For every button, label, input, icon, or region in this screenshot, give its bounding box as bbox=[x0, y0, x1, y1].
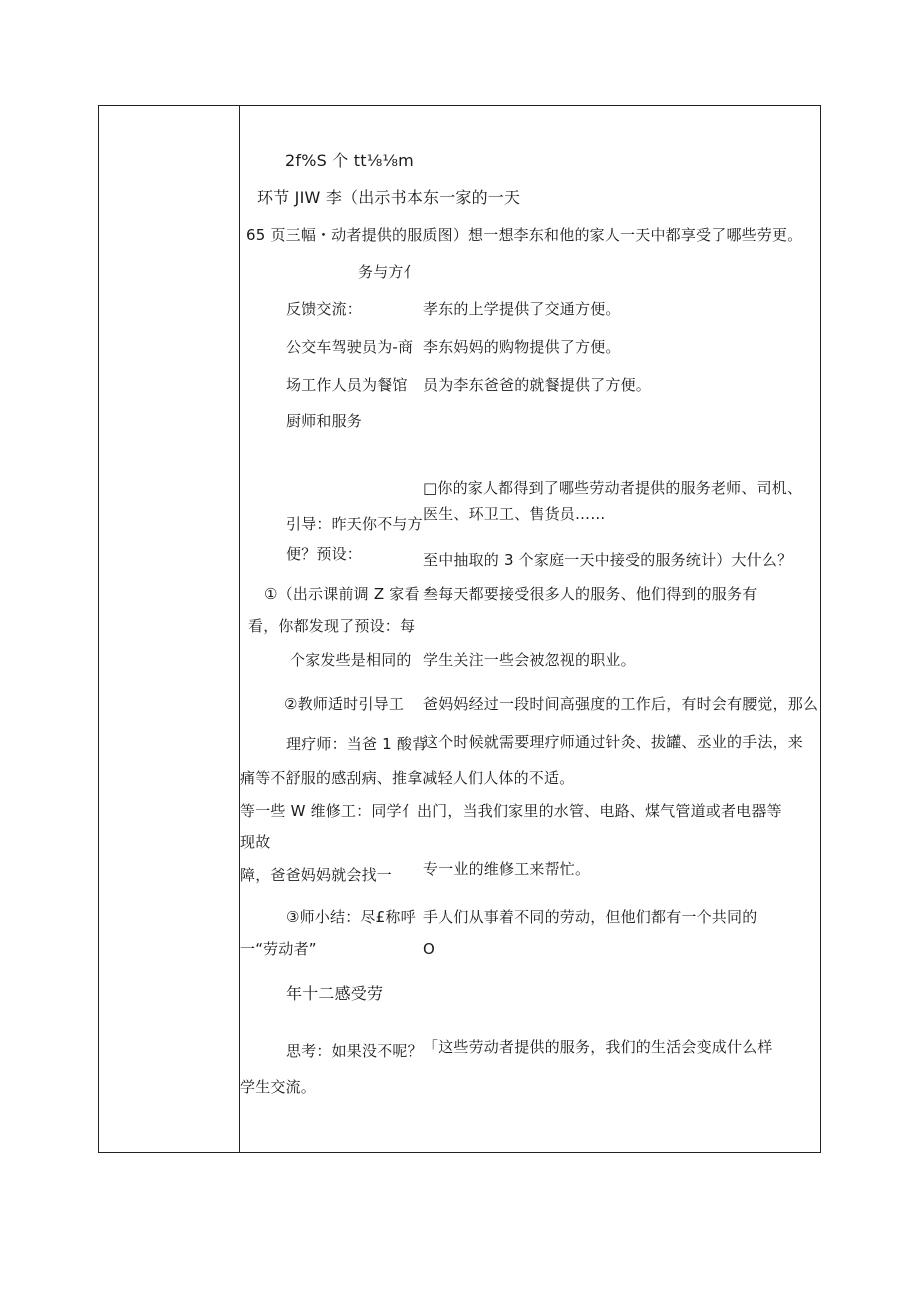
text-line: 理疗师：当爸 1 酸背 bbox=[286, 735, 428, 753]
column-divider bbox=[239, 105, 240, 1153]
text-line: O bbox=[423, 940, 436, 958]
text-line: 专一业的维修工来帮忙。 bbox=[423, 860, 591, 878]
text-line: 看，你都发现了预设：每 bbox=[248, 617, 416, 635]
text-line: 学生关注一些会被忽视的职业。 bbox=[423, 651, 636, 669]
text-line: 学生交流。 bbox=[240, 1078, 317, 1096]
text-line: 现故 bbox=[240, 833, 271, 851]
text-line: 李东妈妈的购物提供了方便。 bbox=[423, 338, 621, 356]
text-line: 个家发些是相同的 bbox=[290, 651, 412, 669]
text-line: 孝东的上学提供了交通方便。 bbox=[423, 300, 621, 318]
text-line: 反馈交流： bbox=[286, 300, 363, 318]
text-line: 等一些 W 维修工：同学亻出门，当我们家里的水管、电路、煤气管道或者电器等 bbox=[240, 802, 782, 820]
text-line: ③师小结：尽£称呼 bbox=[286, 908, 416, 926]
table-border bbox=[98, 105, 821, 1153]
text-line: 公交车驾驶员为-商 bbox=[286, 338, 414, 356]
text-line: 环节 JIW 李（出示书本 bbox=[257, 188, 424, 207]
text-line: 厨师和服务 bbox=[286, 412, 363, 430]
text-line: ②教师适时引导工 bbox=[284, 695, 405, 713]
text-line: 痛等不舒服的感刮病、推拿减轻人们人体的不适。 bbox=[240, 769, 575, 787]
text-line: □你的家人都得到了哪些劳动者提供的服务老师、司机、 bbox=[423, 479, 803, 497]
text-line: ①（出示课前调 Z 家看 bbox=[264, 585, 420, 603]
text-line: 手人们从事着不同的劳动，但他们都有一个共同的 bbox=[423, 908, 758, 926]
text-line: 叁每天都要接受很多人的服务、他们得到的服务有 bbox=[423, 585, 758, 603]
text-line: 一“劳动者” bbox=[240, 940, 317, 958]
text-line: 东一家的一天 bbox=[423, 188, 521, 207]
text-line: 至中抽取的 3 个家庭一天中接受的服务统计）大什么？ bbox=[423, 551, 793, 569]
text-line: 思考：如果没不呢？ bbox=[286, 1042, 423, 1060]
text-line: 年十二感受劳 bbox=[286, 984, 384, 1003]
text-line: 便？预设： bbox=[286, 545, 363, 563]
text-line: 爸妈妈经过一段时间高强度的工作后，有时会有腰觉，那么 bbox=[423, 695, 819, 713]
text-line: 医生、环卫工、售货员…… bbox=[423, 505, 606, 523]
text-line: 引导：昨天你不与方 bbox=[286, 515, 423, 533]
text-line: 场工作人员为餐馆 bbox=[286, 376, 408, 394]
text-line: 2f%S 个 tt⅛⅛m bbox=[285, 151, 414, 170]
text-line: 障，爸爸妈妈就会找一 bbox=[240, 866, 393, 884]
text-line: 「这些劳动者提供的服务，我们的生活会变成什么样 bbox=[423, 1038, 773, 1056]
text-line: 员为李东爸爸的就餐提供了方便。 bbox=[423, 376, 652, 394]
text-line: 65 页三幅・动者提供的服质图）想一想李东和他的家人一天中都享受了哪些劳更。 bbox=[246, 226, 803, 244]
text-line: 务与方亻 bbox=[358, 263, 419, 281]
text-line: 这个时候就需要理疗师通过针灸、拔罐、丞业的手法，来 bbox=[423, 733, 804, 751]
